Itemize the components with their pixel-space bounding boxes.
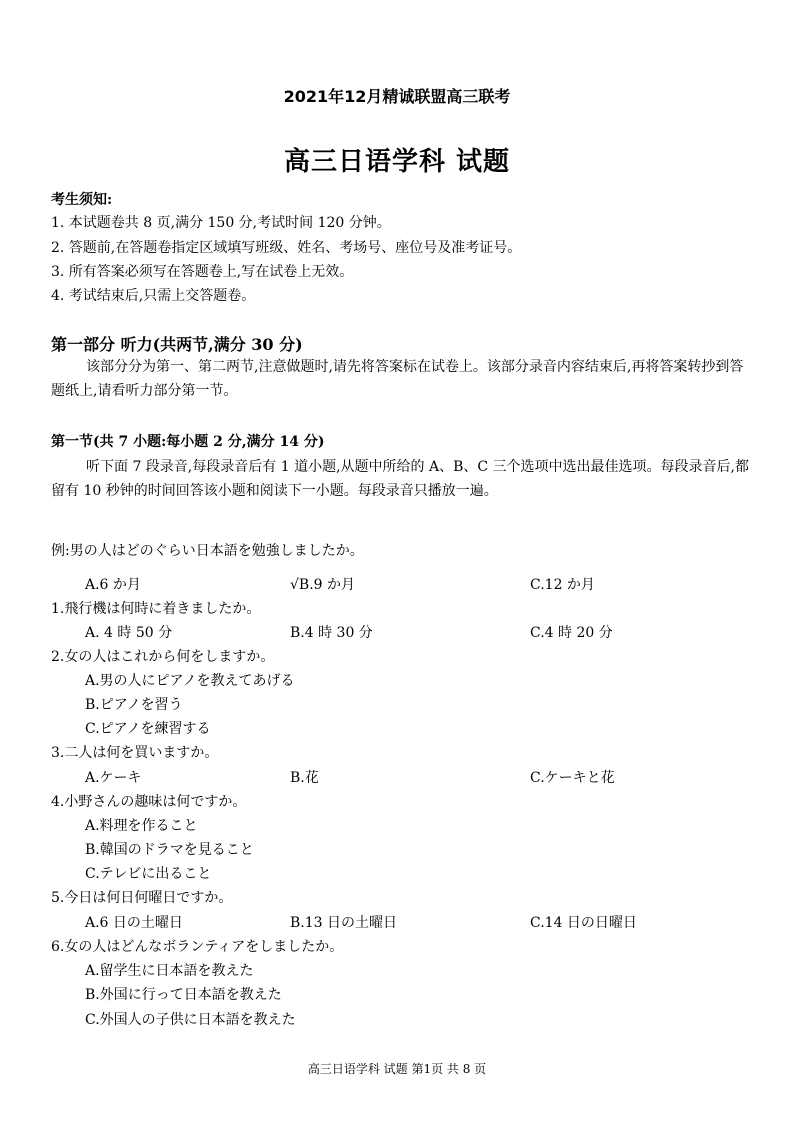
example-option-b: √B.9 か月: [290, 577, 356, 593]
option-b: B.13 日の土曜日: [290, 915, 398, 931]
option-c: C.テレビに出ること: [85, 866, 212, 882]
option-a: A. 4 時 50 分: [85, 625, 173, 641]
section-heading: 第一节(共 7 小题:每小题 2 分,满分 14 分): [51, 434, 325, 450]
option-c: C.ケーキと花: [530, 770, 615, 786]
section-intro: 听下面 7 段录音,每段录音后有 1 道小题,从题中所给的 A、B、C 三个选项中选出最佳选项。每段录音后,都留有 10 秒钟的时间回答该小题和阅读下一小题。每段录音只播放一遍。: [51, 459, 749, 499]
option-b: B.外国に行って日本語を教えた: [85, 987, 282, 1003]
option-a: A.男の人にピアノを教えてあげる: [85, 673, 295, 689]
question-6: 6.女の人はどんなボランティアをしましたか。: [51, 939, 344, 955]
option-a: A.留学生に日本語を教えた: [85, 963, 254, 979]
option-b: B.4 時 30 分: [290, 625, 373, 641]
question-1: 1.飛行機は何時に着きましたか。: [51, 601, 261, 617]
notice-item: 1. 本试题卷共 8 页,满分 150 分,考试时间 120 分钟。: [51, 215, 391, 231]
question-4: 4.小野さんの趣味は何ですか。: [51, 794, 247, 810]
option-a: A.料理を作ること: [85, 818, 198, 834]
notice-item: 3. 所有答案必须写在答题卷上,写在试卷上无效。: [51, 264, 354, 280]
option-c: C.4 時 20 分: [530, 625, 613, 641]
exam-header: 2021年12月精诚联盟高三联考: [283, 87, 511, 106]
part-intro: 该部分分为第一、第二两节,注意做题时,请先将答案标在试卷上。该部分录音内容结束后,再将答案转抄到答题纸上,请看听力部分第一节。: [51, 359, 744, 399]
example-option-a: A.6 か月: [85, 577, 141, 593]
question-2: 2.女の人はこれから何をしますか。: [51, 649, 275, 665]
option-c: C.14 日の日曜日: [530, 915, 637, 931]
page-title: 高三日语学科 试题: [283, 147, 511, 177]
question-5: 5.今日は何日何曜日ですか。: [51, 890, 233, 906]
option-c: C.外国人の子供に日本語を教えた: [85, 1012, 296, 1028]
notice-item: 4. 考试结束后,只需上交答题卷。: [51, 288, 256, 304]
page-footer: 高三日语学科 试题 第1页 共 8 页: [307, 1062, 487, 1076]
option-a: A.ケーキ: [85, 770, 142, 786]
question-3: 3.二人は何を買いますか。: [51, 745, 219, 761]
example-question: 例:男の人はどのぐらい日本語を勉強しましたか。: [51, 543, 364, 559]
notice-item: 2. 答题前,在答题卷指定区域填写班级、姓名、考场号、座位号及准考证号。: [51, 240, 522, 256]
option-b: B.花: [290, 770, 319, 786]
notice-heading: 考生须知:: [51, 192, 113, 208]
part-heading: 第一部分 听力(共两节,满分 30 分): [51, 335, 303, 354]
option-b: B.韓国のドラマを見ること: [85, 842, 254, 858]
option-c: C.ピアノを練習する: [85, 721, 211, 737]
option-b: B.ピアノを習う: [85, 697, 183, 713]
option-a: A.6 日の土曜日: [85, 915, 183, 931]
example-option-c: C.12 か月: [530, 577, 595, 593]
